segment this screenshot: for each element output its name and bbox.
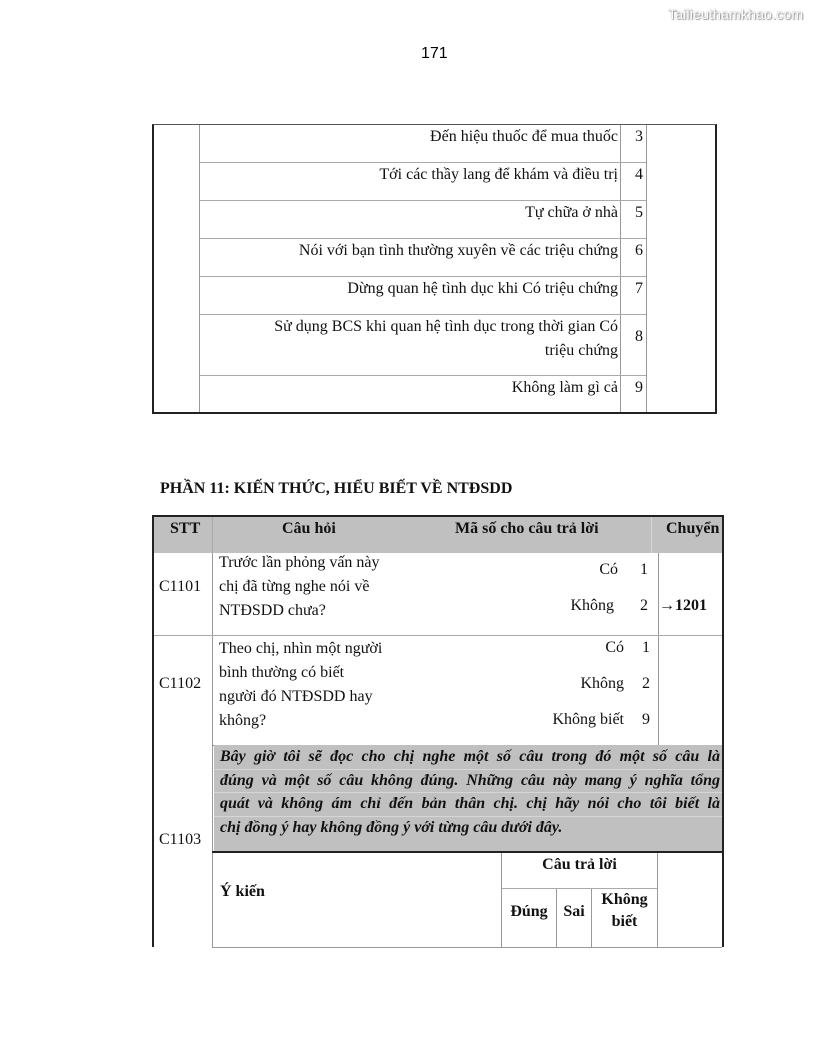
header-answer-code: Mã số cho câu trả lời [455,520,599,537]
page-number: 171 [421,45,448,62]
instruction-bottom-border [212,851,722,853]
instruction-line: đúng và một số câu không đúng. Những câu này mang ý nghĩa tổng [220,771,720,789]
header-stt: STT [170,520,201,537]
option-code: 4 [635,166,643,183]
true-header: Đúng [510,903,548,920]
column-divider [199,125,200,412]
question-id: C1101 [159,578,202,595]
question-text-line: Trước lần phỏng vấn này [219,554,380,571]
column-divider [657,853,658,947]
instruction-line: Bây giờ tôi sẽ đọc cho chị nghe một số câu trong đó một số câu là [220,748,720,765]
question-text-line: Theo chị, nhìn một người [219,640,383,657]
answer-code: 9 [642,711,650,728]
false-header: Sai [563,903,585,920]
dont-know-header-line1: Không [601,891,648,908]
question-text-line: NTĐSDD chưa? [219,602,326,619]
watermark: Tailieuthamkhao.com [668,6,804,22]
instruction-text [220,745,720,839]
header-divider [651,517,652,553]
option-text: Tự chữa ở nhà [525,204,618,221]
option-text-line1: Sử dụng BCS khi quan hệ tình dục trong thời gian Có [274,318,618,335]
option-code: 3 [635,128,643,145]
answer-code: 2 [640,597,648,614]
header-question: Câu hỏi [282,520,336,537]
answer-options-table [152,124,717,414]
row-divider [200,200,646,201]
column-divider [212,553,213,947]
opinion-header: Ý kiến [220,883,265,900]
option-code: 5 [635,204,643,221]
row-divider [200,238,646,239]
column-divider [658,553,659,745]
table-header [154,517,722,553]
answer-group-header: Câu trả lời [542,856,617,873]
answer-code: 2 [642,675,650,692]
knowledge-questionnaire-table [152,515,724,947]
skip-instruction: →1201 [659,597,707,614]
row-divider [200,162,646,163]
option-text: Tới các thầy lang để khám và điều trị [379,166,618,183]
option-code: 7 [635,280,643,297]
answer-label: Không [580,675,624,692]
answer-label: Không [570,597,614,614]
section-title: PHẦN 11: KIẾN THỨC, HIỂU BIẾT VỀ NTĐSDD [160,480,513,497]
question-id: C1103 [159,831,202,848]
option-text: Đến hiệu thuốc để mua thuốc [430,128,618,145]
row-divider [200,375,646,376]
option-text-line2: triệu chứng [544,342,618,359]
option-code: 9 [635,379,643,396]
instruction-line: quát và không ám chỉ đến bản thân chị. chị hãy nói cho tôi biết là [220,795,720,812]
answer-label: Không biết [552,711,624,728]
column-divider [620,125,621,412]
row-divider [154,635,722,636]
question-text-line: chị đã từng nghe nói về [219,578,370,595]
answer-label: Có [605,639,624,656]
question-text-line: người đó NTĐSDD hay [219,688,373,705]
interviewer-instruction [214,745,722,851]
option-text: Không làm gì cả [511,379,618,396]
option-code: 6 [635,242,643,259]
row-divider [200,314,646,315]
option-code: 8 [635,328,643,345]
question-id: C1102 [159,675,202,692]
instruction-line: chị đồng ý hay không đồng ý với từng câu dưới đây. [220,818,563,836]
header-divider [212,517,213,553]
dont-know-header-line2: biết [611,913,638,930]
answer-code: 1 [640,561,648,578]
answer-label: Có [599,561,618,578]
option-text: Nói với bạn tình thường xuyên về các triệu chứng [298,242,618,259]
row-divider [200,276,646,277]
option-text: Dừng quan hệ tình dục khi Có triệu chứng [347,280,618,297]
answer-code: 1 [642,639,650,656]
question-text-line: bình thường có biết [219,664,345,681]
header-skip: Chuyển [666,520,720,537]
row-divider [212,947,722,948]
question-text-line: không? [219,712,267,729]
